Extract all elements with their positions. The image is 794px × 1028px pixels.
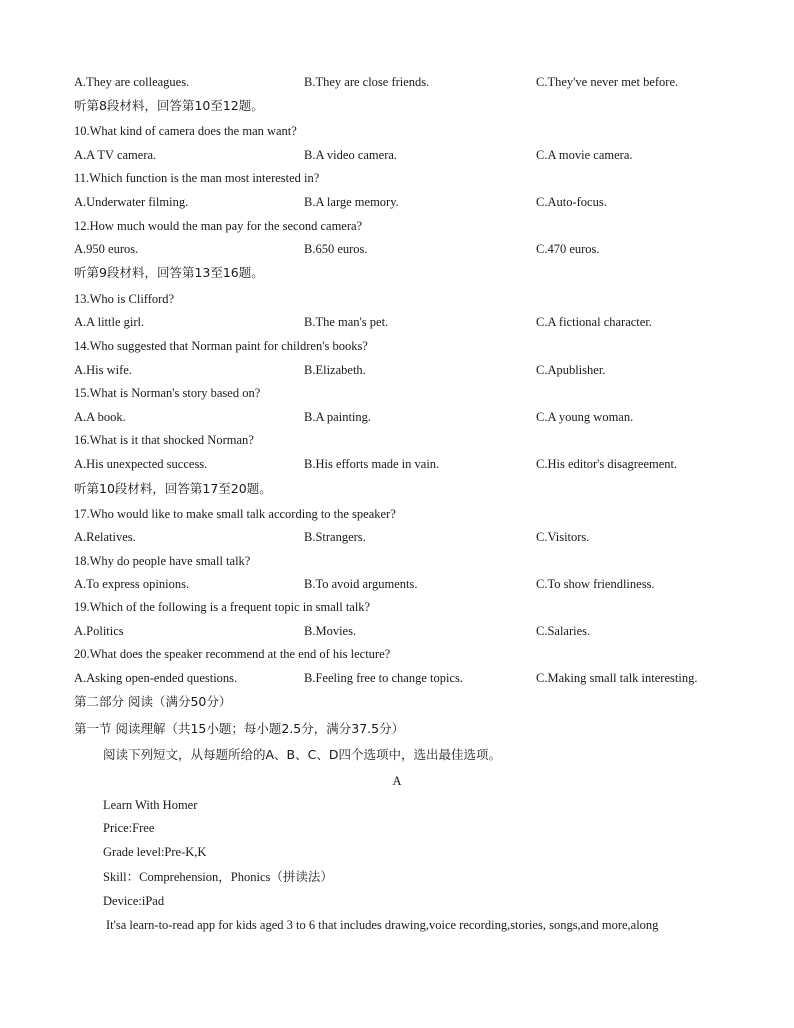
q14-option-b: B.Elizabeth.	[304, 363, 366, 377]
q9-option-a: A.They are colleagues.	[74, 75, 190, 89]
q11-option-c: C.Auto-focus.	[536, 195, 607, 209]
q10-option-a: A.A TV camera.	[74, 148, 157, 162]
q18-option-b: B.To avoid arguments.	[304, 577, 418, 591]
question-17: 17.Who would like to make small talk according to the speaker?	[74, 507, 396, 521]
app-price: Price:Free	[103, 821, 155, 835]
q17-option-c: C.Visitors.	[536, 530, 590, 544]
q14-option-a: A.His wife.	[74, 363, 132, 377]
q19-option-c: C.Salaries.	[536, 624, 591, 638]
q10-option-b: B.A video camera.	[304, 148, 398, 162]
reading-instructions: 阅读下列短文，从每题所给的A、B、C、D四个选项中，选出最佳选项。	[103, 747, 501, 762]
question-19: 19.Which of the following is a frequent topic in small talk?	[74, 600, 371, 614]
section-1-title: 第一节 阅读理解（共15小题；每小题2.5分，满分37.5分）	[74, 721, 405, 736]
q13-option-c: C.A fictional character.	[536, 315, 652, 329]
question-15: 15.What is Norman's story based on?	[74, 386, 261, 400]
question-20: 20.What does the speaker recommend at the end of his lecture?	[74, 647, 391, 661]
question-14: 14.Who suggested that Norman paint for children's books?	[74, 339, 368, 353]
q16-option-c: C.His editor's disagreement.	[536, 457, 678, 471]
q10-option-c: C.A movie camera.	[536, 148, 633, 162]
app-name: Learn With Homer	[103, 798, 198, 812]
question-11: 11.Which function is the man most interested in?	[74, 171, 320, 185]
question-10: 10.What kind of camera does the man want?	[74, 124, 297, 138]
q12-option-b: B.650 euros.	[304, 242, 368, 256]
q19-option-b: B.Movies.	[304, 624, 357, 638]
q11-option-b: B.A large memory.	[304, 195, 399, 209]
q16-option-a: A.His unexpected success.	[74, 457, 208, 471]
q19-option-a: A.Politics	[74, 624, 124, 638]
q16-option-b: B.His efforts made in vain.	[304, 457, 440, 471]
question-16: 16.What is it that shocked Norman?	[74, 433, 254, 447]
section-9-heading: 听第9段材料，回答第13至16题。	[74, 265, 264, 280]
part-2-title: 第二部分 阅读（满分50分）	[74, 694, 232, 709]
q13-option-a: A.A little girl.	[74, 315, 145, 329]
q20-option-c: C.Making small talk interesting.	[536, 671, 698, 685]
q20-option-a: A.Asking open-ended questions.	[74, 671, 238, 685]
app-device: Device:iPad	[103, 894, 165, 908]
q12-option-c: C.470 euros.	[536, 242, 600, 256]
q9-option-c: C.They've never met before.	[536, 75, 679, 89]
q17-option-a: A.Relatives.	[74, 530, 136, 544]
q12-option-a: A.950 euros.	[74, 242, 139, 256]
q14-option-c: C.Apublisher.	[536, 363, 606, 377]
section-10-heading: 听第10段材料，回答第17至20题。	[74, 481, 272, 496]
q17-option-b: B.Strangers.	[304, 530, 366, 544]
q13-option-b: B.The man's pet.	[304, 315, 389, 329]
app-grade-level: Grade level:Pre-K,K	[103, 845, 207, 859]
question-13: 13.Who is Clifford?	[74, 292, 175, 306]
q18-option-a: A.To express opinions.	[74, 577, 190, 591]
q18-option-c: C.To show friendliness.	[536, 577, 655, 591]
question-18: 18.Why do people have small talk?	[74, 554, 251, 568]
q15-option-c: C.A young woman.	[536, 410, 634, 424]
q20-option-b: B.Feeling free to change topics.	[304, 671, 463, 685]
q15-option-b: B.A painting.	[304, 410, 372, 424]
passage-label: A	[392, 774, 402, 788]
q11-option-a: A.Underwater filming.	[74, 195, 189, 209]
q9-option-b: B.They are close friends.	[304, 75, 430, 89]
app-description: It'sa learn-to-read app for kids aged 3 to 6 that includes drawing,voice recording,stories, songs,and more,along	[106, 918, 659, 932]
question-12: 12.How much would the man pay for the second camera?	[74, 219, 363, 233]
q15-option-a: A.A book.	[74, 410, 126, 424]
app-skill: Skill：Comprehension，Phonics（拼读法）	[103, 870, 333, 884]
section-8-heading: 听第8段材料，回答第10至12题。	[74, 98, 264, 113]
